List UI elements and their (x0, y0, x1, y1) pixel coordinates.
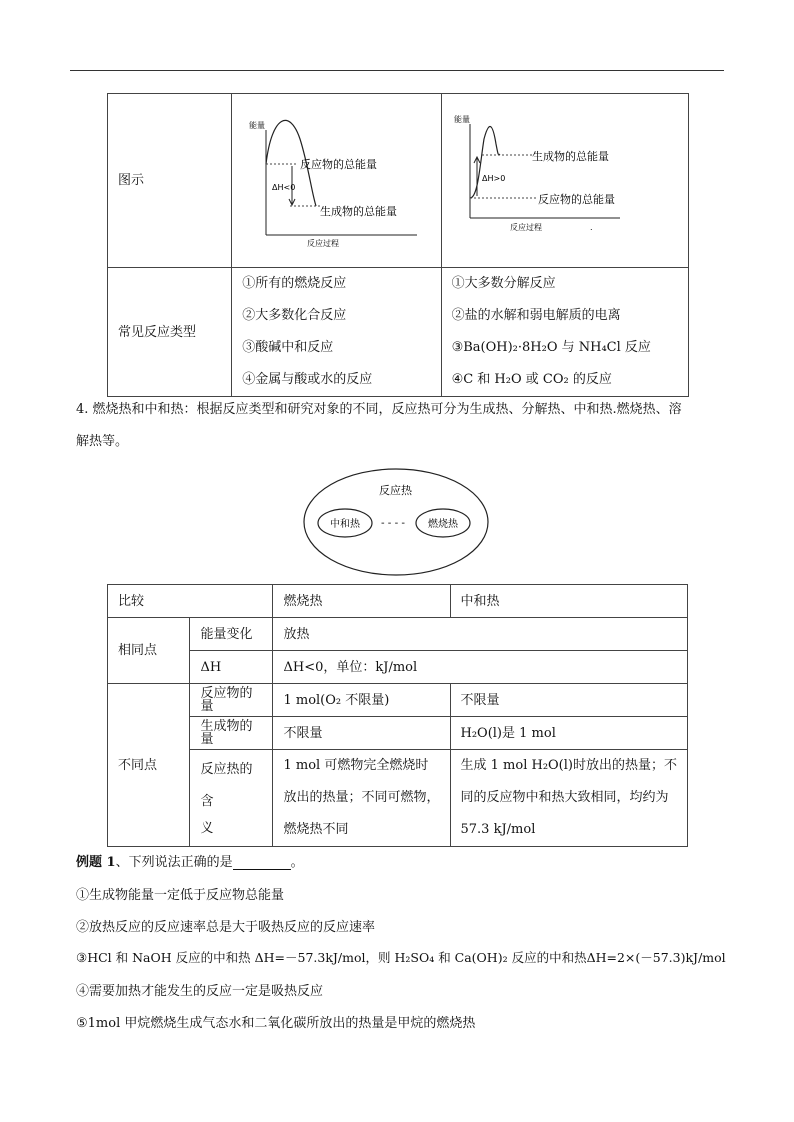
meaning-label (190, 750, 273, 847)
meaning-line: 同的反应物中和热大致相同，均约为 (460, 790, 669, 805)
left-label: 中和热 (330, 519, 360, 530)
list-item: ③Ba(OH)₂·8H₂O 与 NH₄Cl 反应 (451, 340, 651, 355)
header-rule (70, 70, 724, 71)
same-label: 相同点 (108, 618, 190, 684)
option-item: ②放热反应的反应速率总是大于吸热反应的反应速率 (76, 920, 376, 935)
list-item: ③酸碱中和反应 (242, 340, 334, 355)
option-item: ④需要加热才能发生的反应一定是吸热反应 (76, 984, 324, 999)
meaning-line: 生成 1 mol H₂O(l)时放出的热量；不 (460, 758, 677, 773)
exothermic-figure-cell (232, 94, 441, 268)
product-amount-label: 生成物的量 (190, 717, 273, 750)
product-neutralization: H₂O(l)是 1 mol (450, 717, 688, 750)
list-item: ④C 和 H₂O 或 CO₂ 的反应 (451, 372, 612, 387)
x-axis-label: 反应过程 (509, 223, 542, 232)
lower-level-label: 反应物的总能量 (537, 193, 615, 206)
exothermic-energy-diagram (232, 94, 440, 264)
energy-change-value: 放热 (273, 618, 688, 651)
types-row-label: 常见反应类型 (108, 268, 232, 397)
dash-link: - - - - (381, 518, 405, 529)
endothermic-types (441, 268, 688, 397)
meaning-line: 放出的热量；不同可燃物， (283, 790, 440, 805)
reactant-neutralization: 不限量 (450, 684, 688, 717)
meaning-line: 燃烧热不同 (283, 822, 349, 837)
dh-value: ΔH<0，单位：kJ/mol (273, 651, 688, 684)
header-neutralization: 中和热 (450, 585, 688, 618)
list-item: ②大多数化合反应 (242, 308, 347, 323)
endothermic-energy-diagram (442, 94, 688, 264)
upper-level-label: 生成物的总能量 (531, 150, 609, 163)
reaction-heat-venn (301, 466, 491, 578)
upper-level-label: 反应物的总能量 (300, 158, 378, 171)
section4-line1: 4. 燃烧热和中和热：根据反应类型和研究对象的不同，反应热可分为生成热、分解热、中和热.燃烧热、溶 (76, 402, 682, 417)
example-title: 例题 1、下列说法正确的是 。 (76, 855, 304, 870)
reactant-amount-label: 反应物的量 (190, 684, 273, 717)
y-axis-label: 能量 (453, 115, 470, 124)
meaning-neutralization (450, 750, 688, 847)
outer-label: 反应热 (379, 484, 412, 497)
example-label: 例题 1 (76, 855, 116, 870)
diff-label: 不同点 (108, 684, 190, 847)
lower-level-label: 生成物的总能量 (320, 205, 398, 218)
dh-label: ΔH>0 (481, 174, 505, 183)
figure-row-label: 图示 (108, 94, 232, 268)
section4-line2: 解热等。 (76, 434, 129, 449)
list-item: ②盐的水解和弱电解质的电离 (451, 308, 621, 323)
answer-blank[interactable] (233, 857, 291, 870)
endothermic-figure-cell (441, 94, 688, 268)
list-item: ④金属与酸或水的反应 (242, 372, 373, 387)
section4-paragraph (76, 394, 726, 458)
option-item: ①生成物能量一定低于反应物总能量 (76, 888, 285, 903)
header-compare: 比较 (108, 585, 273, 618)
exothermic-types (232, 268, 441, 397)
x-axis-label: 反应过程 (307, 239, 340, 248)
list-item: ①所有的燃烧反应 (242, 276, 347, 291)
option-item: ⑤1mol 甲烷燃烧生成气态水和二氧化碳所放出的热量是甲烷的燃烧热 (76, 1016, 476, 1031)
meaning-label-line2: 义 (200, 821, 214, 836)
dh-label: ΔH (190, 651, 273, 684)
energy-change-label: 能量变化 (190, 618, 273, 651)
product-combustion: 不限量 (273, 717, 450, 750)
reaction-type-table (107, 93, 689, 397)
header-combustion: 燃烧热 (273, 585, 450, 618)
dot-mark: . (589, 223, 593, 232)
comparison-table (107, 584, 688, 847)
list-item: ①大多数分解反应 (451, 276, 556, 291)
meaning-line: 57.3 kJ/mol (460, 822, 536, 837)
option-item: ③HCl 和 NaOH 反应的中和热 ΔH=－57.3kJ/mol，则 H₂SO₄ 和 Ca(OH)₂ 反应的中和热ΔH=2×(－57.3)kJ/mol (76, 950, 726, 965)
dh-label: ΔH<0 (272, 183, 296, 192)
reactant-combustion: 1 mol(O₂ 不限量) (273, 684, 450, 717)
y-axis-label: 能量 (249, 121, 266, 130)
right-label: 燃烧热 (428, 519, 458, 530)
meaning-label-line1: 反应热的含 (200, 762, 253, 809)
meaning-combustion (273, 750, 450, 847)
meaning-line: 1 mol 可燃物完全燃烧时 (283, 758, 429, 773)
